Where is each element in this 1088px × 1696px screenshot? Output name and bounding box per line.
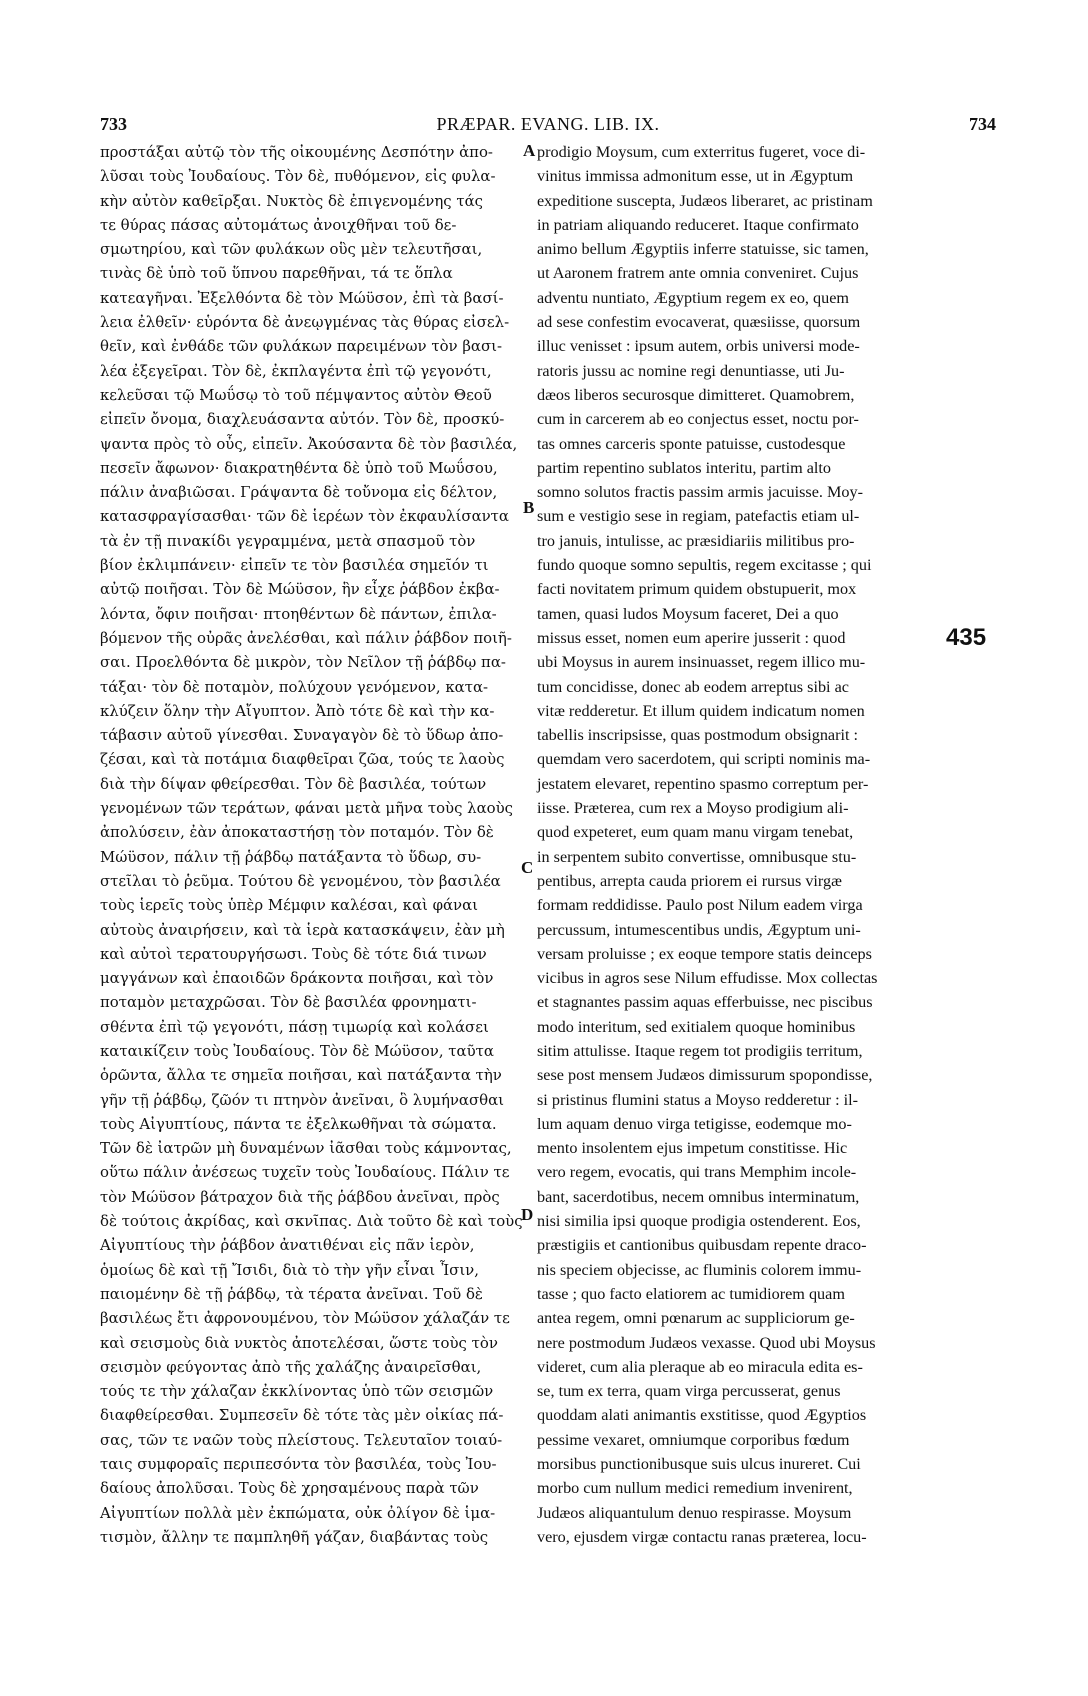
- greek-text-line: αὐτῷ ποιῆσαι. Τὸν δὲ Μώϋσον, ἣν εἶχε ῥάβδον ἐκβα-: [100, 580, 500, 599]
- greek-text-line: κελεῦσαι τῷ Μωΰσῳ τὸ τοῦ πέμψαντος αὐτὸν Θεοῦ: [100, 385, 492, 404]
- greek-text-line: γενομένων τῶν τεράτων, φάναι μετὰ μῆνα τοὺς λαοὺς: [100, 799, 514, 818]
- greek-text-line: ζέσαι, καὶ τὰ ποτάμια διαφθεῖραι ζῶα, τούς τε λαοὺς: [100, 750, 505, 769]
- greek-text-line: παιομένην δὲ τῇ ῥάβδῳ, τὰ τέρατα ἀνεῖναι. Τοῦ δὲ: [100, 1284, 483, 1303]
- greek-text-line: καὶ σεισμοὺς διὰ νυκτὸς ἀποτελέσαι, ὥστε τοὺς τὸν: [100, 1333, 498, 1352]
- greek-text-line: σαι. Προελθόντα δὲ μικρὸν, τὸν Νεῖλον τῇ ῥάβδῳ πα-: [100, 653, 506, 672]
- page-number-right: 734: [969, 114, 996, 134]
- latin-text-line: cum in carcerem ab eo conjectus esset, noctu por-: [537, 410, 859, 429]
- latin-text-line: bant, sacerdotibus, necem omnibus interminatum,: [537, 1187, 860, 1206]
- latin-text-line: iisse. Præterea, cum rex a Moyso prodigium ali-: [537, 799, 849, 818]
- latin-text-line: ut Aaronem fratrem ante omnia conveniret. Cujus: [537, 264, 859, 283]
- latin-text-line: præstigiis et cantionibus quibusdam repente draco-: [537, 1236, 867, 1255]
- latin-text-line: versam proluisse ; ex eoque tempore statis deinceps: [537, 944, 872, 963]
- greek-text-line: εἰπεῖν ὄνομα, διαχλευάσαντα αὐτόν. Τὸν δὲ, προσκύ-: [100, 410, 505, 429]
- greek-text-line: πεσεῖν ἄφωνον· διακρατηθέντα δὲ ὑπὸ τοῦ Μωΰσου,: [100, 458, 498, 477]
- latin-text-line: dæos liberos securosque dimitteret. Quamobrem,: [537, 385, 855, 404]
- greek-text-column: [100, 140, 536, 1549]
- latin-text-line: prodigio Moysum, cum exterritus fugeret, voce di-: [537, 143, 866, 161]
- greek-text-line: κατασφραγίσασθαι· τῶν δὲ ἱερέων τὸν ἐκφαυλίσαντα: [100, 507, 509, 526]
- greek-text-line: σθέντα ἐπὶ τῷ γεγονότι, πάσῃ τιμωρίᾳ καὶ κολάσει: [100, 1017, 489, 1036]
- latin-text-line: in patriam aliquando reduceret. Itaque confirmato: [537, 215, 859, 234]
- greek-text-line: δαίους ἀπολῦσαι. Τοὺς δὲ χρησαμένους παρὰ τῶν: [100, 1479, 479, 1498]
- latin-text-line: partim repentino sublatos interitu, partim alto: [537, 458, 832, 477]
- latin-text-line: lum aquam denuo virga tetigisse, eodemque mo-: [537, 1114, 852, 1133]
- latin-text-line: ratoris jussu ac nomine regi denuntiasse, uti Ju-: [537, 361, 845, 380]
- greek-text-line: Τῶν δὲ ἰατρῶν μὴ δυναμένων ἰᾶσθαι τοὺς κάμνοντας,: [100, 1139, 512, 1158]
- greek-text-line: προστάξαι αὐτῷ τὸν τῆς οἰκουμένης Δεσπότην ἀπο-: [100, 143, 493, 161]
- latin-text-line: nis speciem objecisse, ac fluminis colorem immu-: [537, 1260, 862, 1279]
- latin-text-line: morbo cum nullum medici remedium invenirent,: [537, 1479, 853, 1498]
- greek-text-line: λεια ἐλθεῖν· εὑρόντα δὲ ἀνεῳγμένας τὰς θύρας εἰσελ-: [100, 313, 510, 332]
- latin-text-line: ubi Moysus in aurem insinuasset, regem illico mu-: [537, 653, 866, 672]
- margin-letter-d: D: [521, 1205, 534, 1224]
- greek-text-line: τούς τε τὴν χάλαζαν ἐκκλίνοντας ὑπὸ τῶν σεισμῶν: [100, 1382, 494, 1401]
- running-title: PRÆPAR. EVANG. LIB. IX.: [436, 114, 660, 134]
- greek-text-line: ταις συμφοραῖς περιπεσόντα τὸν βασιλέα, τοὺς Ἰου-: [100, 1455, 497, 1474]
- greek-text-line: γῆν τῇ ῥάβδῳ, ζῶόν τι πτηνὸν ἀνεῖναι, ὃ λυμήνασθαι: [100, 1090, 505, 1109]
- latin-text-line: quoddam alati animantis exstitisse, quod Ægyptios: [537, 1406, 867, 1425]
- latin-text-line: tum concidisse, donec ab eodem arreptus sibi ac: [537, 677, 849, 696]
- latin-text-line: vinitus immissa admonitum esse, ut in Ægyptum: [537, 167, 854, 186]
- latin-text-line: missus esset, nomen eum aperire jusserit : quod: [537, 628, 846, 647]
- margin-letter-b: B: [523, 498, 535, 517]
- greek-text-line: βόμενον τῆς οὐρᾶς ἀνελέσθαι, καὶ πάλιν ῥάβδον ποιῆ-: [100, 628, 512, 647]
- greek-text-line: βίον ἐκλιμπάνειν· εἰπεῖν τε τὸν βασιλέα σημεῖόν τι: [100, 556, 489, 575]
- latin-text-line: morsibus punctionibusque suis ulcus inureret. Cui: [537, 1455, 861, 1474]
- greek-text-line: ποταμὸν μεταχρῶσαι. Τὸν δὲ βασιλέα φρονηματι-: [100, 993, 477, 1012]
- latin-text-line: tamen, quasi ludos Moysum faceret, Dei a quo: [537, 604, 839, 623]
- greek-text-line: ἀπολύσειν, ἐὰν ἀποκαταστήσῃ τὸν ποταμόν. Τὸν δὲ: [100, 823, 494, 842]
- latin-text-line: si pristinus flumini status a Moyso redderetur : il-: [537, 1090, 859, 1109]
- greek-text-line: διὰ τὴν δίψαν φθείρεσθαι. Τὸν δὲ βασιλέα, τούτων: [100, 774, 487, 793]
- latin-text-line: et stagnantes passim aquas efferbuisse, nec piscibus: [537, 993, 873, 1012]
- latin-text-line: se, tum ex terra, quam virga percusserat, genus: [537, 1382, 841, 1401]
- page-number-left: 733: [100, 114, 127, 134]
- greek-text-line: σεισμὸν φεύγοντας ἀπὸ τῆς χαλάζης ἀναιρεῖσθαι,: [100, 1357, 482, 1376]
- greek-text-line: κατεαγῆναι. Ἐξελθόντα δὲ τὸν Μώϋσον, ἐπὶ τὰ βασί-: [100, 288, 504, 307]
- greek-text-line: τοὺς Αἰγυπτίους, πάντα τε ἐξελκωθῆναι τὰ σώματα.: [100, 1114, 497, 1133]
- greek-text-line: ὁμοίως δὲ καὶ τῇ Ἴσιδι, διὰ τὸ τὴν γῆν εἶναι Ἶσιν,: [100, 1260, 479, 1279]
- greek-text-line: μαγγάνων καὶ ἐπαοιδῶν δράκοντα ποιῆσαι, καὶ τὸν: [100, 969, 494, 988]
- greek-text-line: Αἰγυπτίους τὴν ῥάβδον ἀνατιθέναι εἰς πᾶν ἱερὸν,: [100, 1236, 475, 1255]
- latin-text-line: vero regem, evocatis, qui trans Memphim incole-: [537, 1163, 857, 1182]
- latin-text-line: somno solutos fractis passim armis jacuisse. Moy-: [537, 483, 863, 502]
- latin-text-line: illuc venisset : ipsum autem, orbis universi mode-: [537, 337, 860, 356]
- latin-text-line: videret, cum alia pleraque ab eo miracula edita es-: [537, 1357, 863, 1376]
- latin-text-line: nisi similia ipsi quoque prodigia ostenderent. Eos,: [537, 1212, 861, 1231]
- latin-text-line: percussum, intumescentibus undis, Ægyptum uni-: [537, 920, 861, 939]
- latin-text-line: ad sese confestim evocaverat, quæsiisse, quorsum: [537, 313, 861, 332]
- latin-text-line: mento insolentem ejus impetum constitisse. Hic: [537, 1139, 848, 1158]
- latin-text-column: [537, 140, 995, 1549]
- greek-text-line: ὁρῶντα, ἄλλα τε σημεῖα ποιῆσαι, καὶ πατάξαντα τὴν: [100, 1066, 502, 1085]
- latin-text-line: Judæos aliquantulum denuo respirasse. Moysum: [537, 1503, 852, 1522]
- latin-text-line: nere postmodum Judæos vexasse. Quod ubi Moysus: [537, 1333, 876, 1352]
- latin-text-line: antea regem, omni pœnarum ac suppliciorum ge-: [537, 1309, 855, 1328]
- margin-letter-a: A: [523, 141, 536, 160]
- latin-text-line: facti novitatem primum quidem obstupuerit, mox: [537, 580, 857, 599]
- latin-text-line: tro januis, intulisse, ac præsidiariis militibus pro-: [537, 531, 855, 550]
- latin-text-line: tasse ; quo facto elatiorem ac tumidiorem quam: [537, 1284, 845, 1303]
- greek-text-line: δὲ τούτοις ἀκρίδας, καὶ σκνῖπας. Διὰ τοῦτο δὲ καὶ τοὺς: [100, 1212, 523, 1231]
- greek-text-line: οὕτω πάλιν ἀνέσεως τυχεῖν τοὺς Ἰουδαίους. Πάλιν τε: [100, 1163, 510, 1182]
- latin-text-line: vitæ redderetur. Et illum quidem indicatum nomen: [537, 701, 865, 720]
- greek-text-line: αὐτοὺς ἀναιρήσειν, καὶ τὰ ἱερὰ κατασκάψειν, ἐὰν μὴ: [100, 920, 505, 939]
- latin-text-line: in serpentem subito convertisse, omnibusque stu-: [537, 847, 857, 866]
- margin-letter-c: C: [521, 858, 534, 877]
- greek-text-line: σας, τῶν τε ναῶν τοὺς πλείστους. Τελευταῖον τοιαύ-: [100, 1430, 503, 1449]
- latin-text-line: sitim attulisse. Itaque regem tot prodigiis territum,: [537, 1041, 863, 1060]
- latin-text-line: adventu nuntiato, Ægyptium regem ex eo, quem: [537, 288, 849, 307]
- greek-text-line: πάλιν ἀναβιῶσαι. Γράψαντα δὲ τοὔνομα εἰς δέλτον,: [100, 483, 498, 502]
- latin-text-line: formam reddidisse. Paulo post Nilum eadem virga: [537, 896, 863, 915]
- latin-text-line: vicibus in agros sese Nilum effudisse. Mox collectas: [537, 969, 878, 988]
- margin-number: 435: [946, 624, 987, 651]
- latin-text-line: vero, ejusdem virgæ contactu ranas præterea, locu-: [537, 1527, 867, 1546]
- greek-text-line: τάξαι· τὸν δὲ ποταμὸν, πολύχουν γενόμενον, κατα-: [100, 677, 489, 696]
- greek-text-line: Αἰγυπτίων πολλὰ μὲν ἐκπώματα, οὐκ ὀλίγον δὲ ἱμα-: [100, 1503, 496, 1522]
- greek-text-line: λῦσαι τοὺς Ἰουδαίους. Τὸν δὲ, πυθόμενον, εἰς φυλα-: [100, 167, 496, 186]
- greek-text-line: τισμὸν, ἄλλην τε παμπληθῆ γάζαν, διαβάντας τοὺς: [100, 1527, 489, 1546]
- greek-text-line: στεῖλαι τὸ ῥεῦμα. Τούτου δὲ γενομένου, τὸν βασιλέα: [100, 871, 501, 890]
- greek-text-line: κὴν αὐτὸν καθεῖρξαι. Νυκτὸς δὲ ἐπιγενομένης τάς: [100, 191, 483, 210]
- greek-text-line: τοὺς ἱερεῖς τοὺς ὑπὲρ Μέμφιν καλέσαι, καὶ φάναι: [100, 896, 478, 915]
- greek-text-line: τε θύρας πάσας αὐτομάτως ἀνοιχθῆναι τοῦ δε-: [100, 215, 457, 234]
- greek-text-line: βασιλέως ἔτι ἀφρονουμένου, τὸν Μώϋσον χάλαζάν τε: [100, 1309, 510, 1328]
- latin-text-line: quod expeteret, eum quam manu virgam tenebat,: [537, 823, 854, 842]
- greek-text-line: Μώϋσον, πάλιν τῇ ῥάβδῳ πατάξαντα τὸ ὕδωρ, συ-: [100, 847, 482, 866]
- greek-text-line: καὶ αὐτοὶ τερατουργήσωσι. Τοὺς δὲ τότε διά τινων: [100, 944, 487, 963]
- latin-text-line: fundo quoque somno sepultis, regem excitasse ; qui: [537, 556, 872, 575]
- latin-text-line: animo bellum Ægyptiis inferre statuisse, sic tamen,: [537, 240, 869, 259]
- greek-text-line: τὰ ἐν τῇ πινακίδι γεγραμμένα, μετὰ σπασμοῦ τὸν: [100, 531, 476, 550]
- greek-text-line: λόντα, ὄφιν ποιῆσαι· πτοηθέντων δὲ πάντων, ἐπιλα-: [100, 604, 497, 623]
- latin-text-line: tas omnes carceris sponte patuisse, custodesque: [537, 434, 846, 453]
- latin-text-line: tabellis inscripsisse, quas postmodum obsignarit :: [537, 726, 859, 745]
- greek-text-line: κλύζειν ὅλην τὴν Αἴγυπτον. Ἀπὸ τότε δὲ καὶ τὴν κα-: [100, 701, 495, 720]
- latin-text-line: jestatem elevaret, repentino spasmo correptum per-: [537, 774, 869, 793]
- latin-text-line: pentibus, arrepta cauda priorem ei rursus virgæ: [537, 871, 842, 890]
- running-header: [100, 114, 996, 140]
- greek-text-line: τινὰς δὲ ὑπὸ τοῦ ὕπνου παρεθῆναι, τά τε ὅπλα: [100, 264, 453, 283]
- latin-text-line: pessime vexaret, omniumque corporibus fœdum: [537, 1430, 850, 1449]
- greek-text-line: τάβασιν αὐτοῦ γίνεσθαι. Συναγαγὸν δὲ τὸ ὕδωρ ἀπο-: [100, 726, 504, 745]
- latin-text-line: modo interitum, sed exitialem quoque hominibus: [537, 1017, 856, 1036]
- greek-text-line: καταικίζειν τοὺς Ἰουδαίους. Τὸν δὲ Μώϋσον, ταῦτα: [100, 1041, 494, 1060]
- latin-text-line: sum e vestigio sese in regiam, patefactis etiam ul-: [537, 507, 860, 526]
- latin-text-line: quemdam vero sacerdotem, qui scripti nominis ma-: [537, 750, 871, 769]
- greek-text-line: τὸν Μώϋσον βάτραχον διὰ τῆς ῥάβδου ἀνεῖναι, πρὸς: [100, 1187, 500, 1206]
- latin-text-line: expeditione suscepta, Judæos liberaret, ac pristinam: [537, 191, 873, 210]
- greek-text-line: σμωτηρίου, καὶ τῶν φυλάκων οὓς μὲν τελευτῆσαι,: [100, 240, 483, 259]
- greek-text-line: ψαντα πρὸς τὸ οὖς, εἰπεῖν. Ἀκούσαντα δὲ τὸν βασιλέα,: [100, 434, 518, 453]
- greek-text-line: λέα ἐξεγεῖραι. Τὸν δὲ, ἐκπλαγέντα ἐπὶ τῷ γεγονότι,: [100, 361, 492, 380]
- latin-text-line: sese post mensem Judæos dimissurum spopondisse,: [537, 1066, 873, 1085]
- greek-text-line: θεῖν, καὶ ἐνθάδε τῶν φυλάκων παρειμένων τὸν βασι-: [100, 337, 503, 356]
- greek-text-line: διαφθείρεσθαι. Συμπεσεῖν δὲ τότε τὰς μὲν οἰκίας πά-: [100, 1406, 504, 1425]
